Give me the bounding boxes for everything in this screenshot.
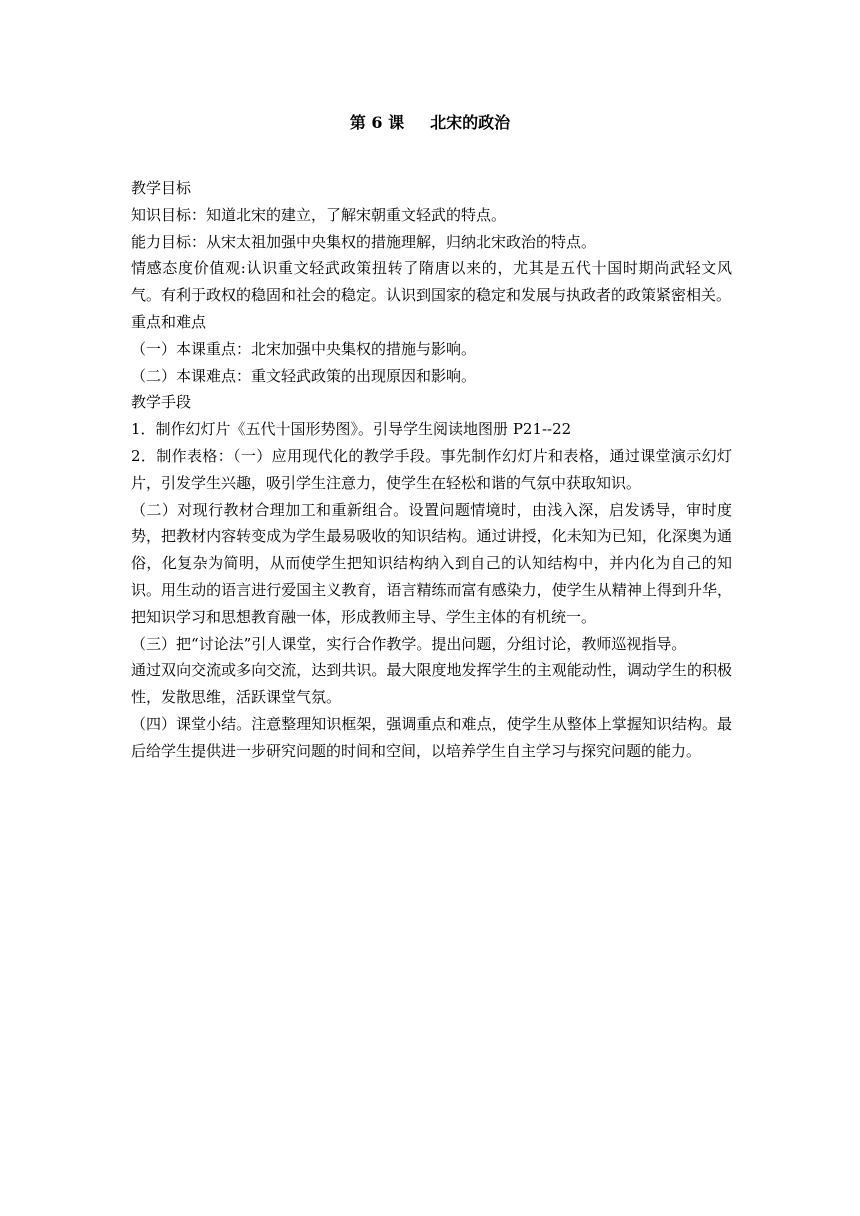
knowledge-objective: 知识目标：知道北宋的建立，了解宋朝重文轻武的特点。 [131, 205, 507, 224]
key-point: （一）本课重点：北宋加强中央集权的措施与影响。 [131, 339, 477, 358]
document-body [131, 175, 732, 765]
method-exchange: 通过双向交流或多向交流，达到共识。最大限度地发挥学生的主观能动性，调动学生的积极性，发散思维，活跃课堂气氛。 [131, 661, 732, 707]
ability-objective: 能力目标：从宋太祖加强中央集权的措施理解，归纳北宋政治的特点。 [131, 232, 597, 251]
heading-teaching-objectives: 教学目标 [131, 179, 192, 197]
lesson-number: 第 6 课 [349, 113, 405, 132]
lesson-name: 北宋的政治 [430, 113, 511, 132]
method-summary: （四）课堂小结。注意整理知识框架，强调重点和难点，使学生从整体上掌握知识结构。最后给学生提供进一步研究问题的时间和空间，以培养学生自主学习与探究问题的能力。 [131, 714, 732, 760]
heading-teaching-methods: 教学手段 [131, 393, 192, 412]
attitude-objective: 情感态度价值观:认识重文轻武政策扭转了隋唐以来的，尤其是五代十国时期尚武轻文风气。有利于政权的稳固和社会的稳定。认识到国家的稳定和发展与执政者的政策紧密相关。 [131, 259, 732, 305]
difficult-point: （二）本课难点：重文轻武政策的出现原因和影响。 [131, 366, 477, 385]
heading-key-points: 重点和难点 [131, 312, 207, 331]
method-textbook: （二）对现行教材合理加工和重新组合。设置问题情境时，由浅入深，启发诱导，审时度势，把教材内容转变成为学生最易吸收的知识结构。通过讲授，化未知为已知，化深奥为通俗，化复杂为简明，从而使学生把知识结构纳入到自己的认知结构中，并内化为自己的知识。用生动的语言进行爱国主义教育，语言精练而富有感染力，使学生从精神上得到升华，把知识学习和思想教育融一体，形成教师主导、学生主体的有机统一。 [131, 500, 732, 626]
document-title [0, 111, 860, 135]
method-discussion: （三）把“讨论法”引人课堂，实行合作教学。提出问题，分组讨论，教师巡视指导。 [131, 634, 687, 653]
method-slides: 1．制作幻灯片《五代十国形势图》。引导学生阅读地图册 P21--22 [131, 420, 572, 439]
method-tables: 2．制作表格：（一）应用现代化的教学手段。事先制作幻灯片和表格，通过课堂演示幻灯片，引发学生兴趣，吸引学生注意力，使学生在轻松和谐的气氛中获取知识。 [131, 446, 732, 492]
